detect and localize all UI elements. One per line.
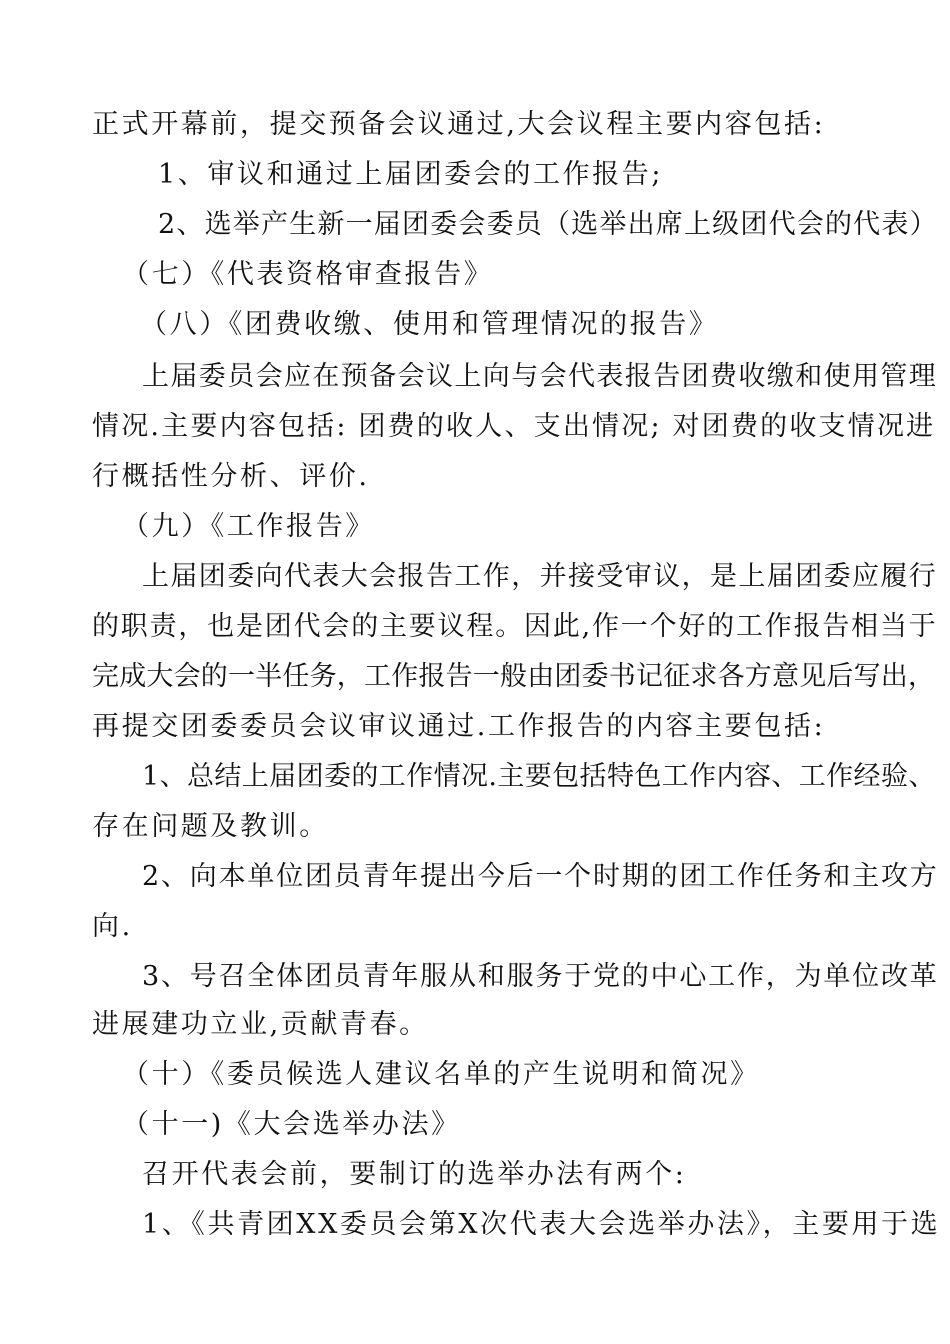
section-heading: （十一)《大会选举办法》 bbox=[122, 1109, 461, 1140]
text-line: 情况.主要内容包括: 团费的收人、支出情况; 对团费的收支情况进 bbox=[92, 411, 936, 442]
text-line: 再提交团委委员会议审议通过.工作报告的内容主要包括: bbox=[92, 711, 826, 742]
text-line: 上届团委向代表大会报告工作，并接受审议，是上届团委应履行 bbox=[142, 561, 938, 592]
text-line: 向. bbox=[92, 911, 133, 942]
text-line: 的职责，也是团代会的主要议程。因此,作一个好的工作报告相当于 bbox=[92, 611, 938, 642]
list-item: 2、向本单位团员青年提出今后一个时期的团工作任务和主攻方 bbox=[142, 861, 939, 892]
text-line: 正式开幕前，提交预备会议通过,大会议程主要内容包括: bbox=[92, 109, 826, 140]
text-line: 存在问题及教训。 bbox=[92, 811, 329, 842]
section-heading: （八）《团费收缴、使用和管理情况的报告》 bbox=[140, 309, 719, 340]
section-heading: （十）《委员候选人建议名单的产生说明和简况》 bbox=[122, 1059, 760, 1090]
list-item: 3、号召全体团员青年服从和服务于党的中心工作，为单位改革 bbox=[142, 961, 939, 992]
text-line: 上届委员会应在预备会议上向与会代表报告团费收缴和使用管理 bbox=[142, 361, 938, 392]
list-item: 1、总结上届团委的工作情况.主要包括特色工作内容、工作经验、 bbox=[142, 761, 936, 792]
list-item: 1、审议和通过上届团委会的工作报告; bbox=[158, 159, 664, 190]
text-line: 行概括性分析、评价. bbox=[92, 461, 370, 492]
section-heading: （七）《代表资格审查报告》 bbox=[122, 259, 494, 290]
text-line: 完成大会的一半任务，工作报告一般由团委书记征求各方意见后写出， bbox=[92, 661, 936, 692]
text-line: 进展建功立业,贡献青春。 bbox=[92, 1009, 429, 1040]
list-item: 2、选举产生新一届团委会委员（选举出席上级团代会的代表） bbox=[158, 209, 938, 240]
list-item: 1、《共青团XX委员会第X次代表大会选举办法》，主要用于选 bbox=[142, 1209, 941, 1240]
text-line: 召开代表会前，要制订的选举办法有两个: bbox=[142, 1159, 687, 1190]
section-heading: （九）《工作报告》 bbox=[122, 511, 375, 542]
